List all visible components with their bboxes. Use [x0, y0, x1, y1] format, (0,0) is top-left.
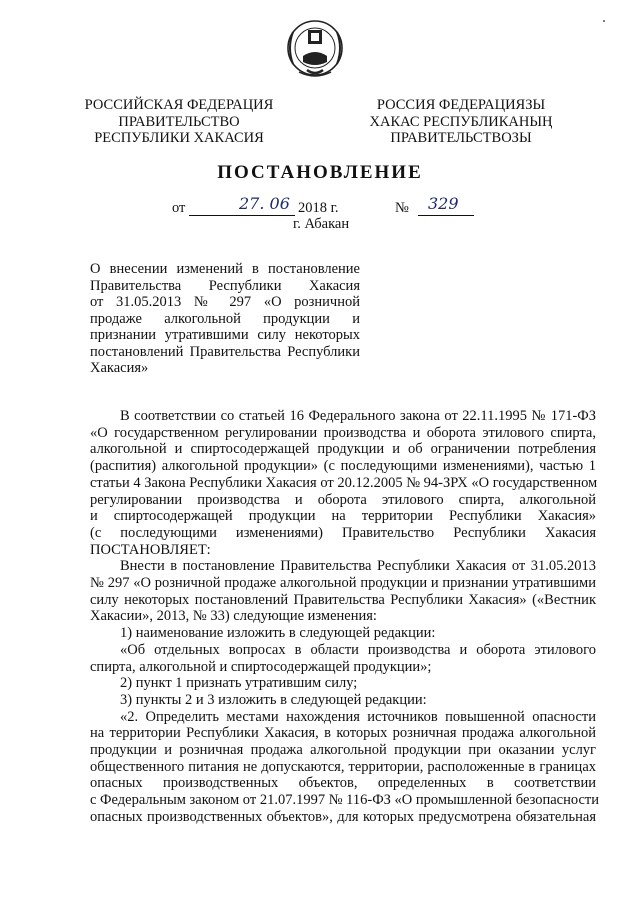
- body-line: алкогольной и спиртосодержащей продукции и об ограничении потребления: [90, 441, 596, 458]
- body-line: № 297 «О розничной продаже алкогольной продукции и признании утратившими: [90, 575, 596, 592]
- year-label: 2018 г.: [298, 200, 339, 216]
- subject-line: О внесении изменений в постановление: [90, 261, 360, 277]
- body-line: «2. Определить местами нахождения источников повышенной опасности: [120, 708, 596, 725]
- subject-line: Правительства Республики Хакасия: [90, 277, 360, 294]
- header-right-line: ХАКАС РЕСПУБЛИКАНЫҢ: [369, 113, 553, 130]
- subject-line: от 31.05.2013 № 297 «О розничной: [90, 294, 360, 310]
- header-right-line: РОССИЯ ФЕДЕРАЦИЯЗЫ: [376, 97, 546, 113]
- body-line: общественного питания не допускаются, территории, расположенные в границах: [90, 758, 596, 775]
- handwritten-number: 329: [428, 194, 459, 213]
- body-line: спирта, алкогольной и спиртосодержащей продукции»;: [90, 658, 432, 675]
- header-left-line: РЕСПУБЛИКИ ХАКАСИЯ: [94, 130, 264, 146]
- body-line: 2) пункт 1 признать утратившим силу;: [120, 675, 358, 692]
- body-line: с Федеральным законом от 21.07.1997 № 116-ФЗ «О промышленной безопасности: [90, 792, 600, 809]
- body-line: (с последующими изменениями) Правительство Республики Хакасия: [90, 524, 596, 541]
- subject-line: Хакасия»: [90, 360, 149, 376]
- body-line: 1) наименование изложить в следующей редакции:: [120, 625, 436, 642]
- header-left-block: [84, 97, 274, 147]
- subject-line: продаже алкогольной продукции и: [90, 310, 360, 327]
- body-line: 3) пункты 2 и 3 изложить в следующей редакции:: [120, 691, 427, 708]
- body-line: статьи 4 Закона Республики Хакасия от 20.12.2005 № 94-ЗРХ «О государственном: [90, 474, 598, 491]
- body-line: на территории Республики Хакасия, в которых розничная продажа алкогольной: [90, 725, 596, 742]
- header-left-line: ПРАВИТЕЛЬСТВО: [118, 113, 240, 130]
- header-right-block: [364, 97, 558, 147]
- body-line: опасных производственных объектов», для которых предусмотрена обязательная: [90, 808, 596, 825]
- body-line: В соответствии со статьей 16 Федерального закона от 22.11.1995 № 171-ФЗ: [120, 408, 596, 424]
- document-body: [90, 408, 600, 826]
- body-line: «О государственном регулировании производства и оборота этилового спирта,: [90, 424, 596, 441]
- city-label: г. Абакан: [293, 216, 350, 232]
- body-line: силу некоторых постановлений Правительства Республики Хакасия» («Вестник: [90, 591, 596, 608]
- body-line: и спиртосодержащей продукции на территории Республики Хакасия»: [90, 508, 596, 525]
- body-line: Внести в постановление Правительства Республики Хакасия от 31.05.2013: [120, 558, 596, 575]
- number-field: [418, 194, 474, 216]
- body-line: «Об отдельных вопросах в области производства и оборота этилового: [120, 641, 596, 658]
- body-line: опасных производственных объектов, определенных в соответствии: [90, 775, 596, 792]
- date-prefix: от: [172, 200, 186, 216]
- body-line: регулировании производства и оборота этилового спирта, алкогольной: [90, 491, 596, 508]
- body-line: Хакасии», 2013, № 33) следующие изменения:: [90, 608, 377, 625]
- subject-block: [90, 261, 360, 377]
- number-sign: №: [395, 200, 409, 216]
- document-title: ПОСТАНОВЛЕНИЕ: [217, 162, 423, 183]
- subject-line: признании утратившими силу некоторых: [90, 327, 360, 343]
- coat-of-arms-emblem: [285, 18, 345, 82]
- scan-speck: [603, 20, 605, 22]
- handwritten-date: 27. 06: [239, 194, 290, 213]
- body-line: (распития) алкогольной продукции» (с последующими изменениями), частью 1: [90, 458, 596, 475]
- body-line: ПОСТАНОВЛЯЕТ:: [90, 541, 211, 558]
- body-line: продукции и розничная продажа алкогольной продукции при оказании услуг: [90, 742, 596, 759]
- header-right-line: ПРАВИТЕЛЬСТВОЗЫ: [390, 130, 532, 146]
- date-field: [189, 194, 295, 216]
- header-left-line: РОССИЙСКАЯ ФЕДЕРАЦИЯ: [84, 97, 274, 113]
- subject-line: постановлений Правительства Республики: [90, 343, 360, 360]
